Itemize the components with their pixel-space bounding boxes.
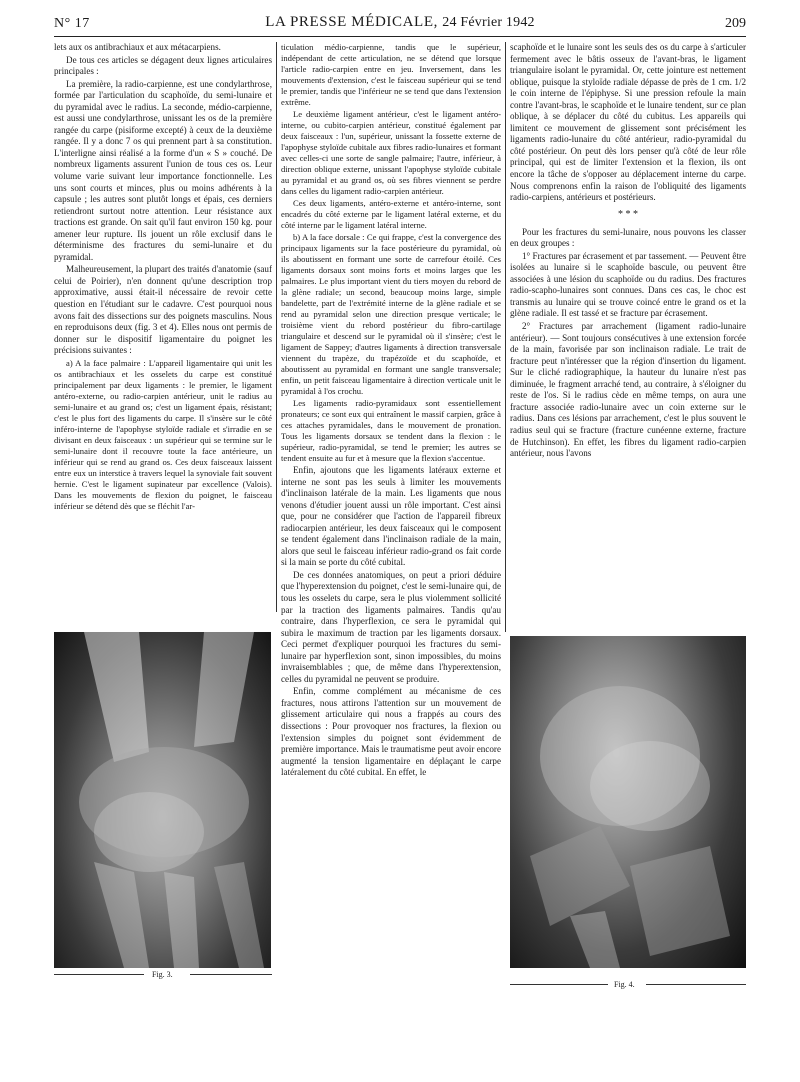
- caption-rule: [190, 974, 272, 975]
- text-column-3: [510, 42, 746, 632]
- paragraph: Pour les fractures du semi-lunaire, nous pouvons les classer en deux groupes :: [510, 226, 746, 249]
- paragraph: a) A la face palmaire : L'appareil ligamentaire qui unit les os antibrachiaux et les osselets du carpe est constitué principalement par deux ligaments : le premier, le ligament antéro-externe, ou radio-carpien antérieur, unit le radius au semi-lunaire et au grand os; c'est un ligament épais, résistant; c'est le plus fort des ligaments du carpe. Il s'insère sur le côté inféro-interne de l'apophyse styloïde radiale et s'irradie en se divisant en deux faisceaux : un supérieur qui se termine sur le semi-lunaire dont il recouvre toute la face antérieure, un inférieur qui se rend au grand os. Ces deux faisceaux laissent entre eux un interstice à travers lequel la synoviale fait souvent hernie. C'est le ligament supinateur par excellence (Valois). Dans les mouvements de flexion du poignet, le faisceau inférieur se détend dès que se fléchit l'ar-: [54, 357, 272, 511]
- paragraph: De ces données anatomiques, on peut a priori déduire que l'hyperextension du poignet, c'est le semi-lunaire qui, de tous les osselets du carpe, sera le plus violemment sollicité par la traction des ligaments palmaires. Tandis qu'au contraire, dans l'hyperflexion, ce sera le pyramidal qui subira le maximum de traction par les ligaments dorsaux. Ceci permet d'expliquer pourquoi les fractures du semi-lunaire par hyperflexion sont, sinon impossibles, du moins invraisemblables ; que, de même dans l'hyperextension, celles du pyramidal ne peuvent se produire.: [281, 569, 501, 684]
- text-column-2: [281, 42, 501, 1052]
- header-rule: [54, 36, 746, 37]
- paragraph: scaphoïde et le lunaire sont les seuls des os du carpe à s'articuler fermement avec le bâtis osseux de l'avant-bras, le ligament triangulaire isolant le pyramidal. Or, cette jointure est nettement oblique, puisque la styloïde radiale dépasse de près de 1 cm. 1/2 le coin interne de l'épiphyse. Si une pression refoule la main contre l'avant-bras, le scaphoïde et le lunaire tendent, sur ce plan oblique, à se déplacer du côté du cubitus. Les appareils qui limitent ce mouvement de glissement sont précisément les ligaments radio-lunaire du côté antérieur, radio-pyramidal du côté postérieur. On peut dès lors penser qu'à côté de leur rôle principal, qui est de limiter l'extension et la flexion, ils ont encore la tâche de s'opposer au déplacement interne du carpe. Nous comprenons enfin la raison de l'obliquité des ligaments radio-carpiens, antérieurs et postérieurs.: [510, 42, 746, 203]
- column-divider: [505, 42, 506, 632]
- figure-3-caption: Fig. 3.: [152, 970, 173, 979]
- paragraph: Le deuxième ligament antérieur, c'est le ligament antéro-interne, ou cubito-carpien antérieur, constitué également par deux faisceaux : l'un, supérieur, unissant la fossette externe de l'apophyse styloïde cubitale aux fibres radio-lunaires et formant avec celles-ci une sorte de sangle palmaire; l'autre, inférieur, à direction oblique externe, unissant l'apophyse styloïde cubitale au pyramidal et au grand os, où ses fibres viennent se perdre dans celles du ligament radio-carpien antérieur.: [281, 109, 501, 196]
- paragraph: 1° Fractures par écrasement et par tassement. — Peuvent être isolées au lunaire si le scaphoïde bascule, ou peuvent être associées à une lésion du scaphoïde ou du radius. Des fractures radio-scapho-lunaires sont connues. Dans ces cas, le choc est transmis au lunaire qui se trouve coincé entre le grand os et la glène radiale. Il est tassé et se fracture par écrasement.: [510, 250, 746, 319]
- paragraph: Enfin, comme complément au mécanisme de ces fractures, nous attirons l'attention sur un mouvement de glissement articulaire qui nous a frappés au cours des dissections : Pour provoquer nos fractures, la flexion ou l'extension simples du poignet sont évidemment de première importance. Mais le traumatisme peut avoir encore augmenté la tension ligamentaire en déplaçant le carpe latéralement du côté cubital. En effet, le: [281, 686, 501, 778]
- paragraph: La première, la radio-carpienne, est une condylarthrose, formée par l'articulation du scaphoïde, du semi-lunaire et du pyramidal avec le radius. La seconde, médio-carpienne, est aussi une condylarthrose, unissant les os de la première rangée du carpe (pisiforme excepté) à ceux de la deuxième rangée. Il y a donc 7 os qui prennent part à sa constitution. L'interligne ainsi réalisé a la forme d'un « S » couché. De nombreux ligaments assurent l'union de tous ces os. Leur volume varie suivant leur importance fonctionnelle. Les uns sont courts et minces, plus ou moins adhérents à la capsule ; les autres sont plutôt longs et épais, ces derniers retiendront surtout notre attention. Leur résistance aux tractions est grande. On sait qu'il faut environ 150 kg. pour amener leur rupture. Ils jouent un rôle exclusif dans le déterminisme des fractures du semi-lunaire et du pyramidal.: [54, 78, 272, 262]
- paragraph: Les ligaments radio-pyramidaux sont essentiellement pronateurs; ce sont eux qui entraînent le massif carpien, grâce à ces attaches pyramidales, dans le mouvement de pronation. Tous les ligaments dorsaux se tendent dans la flexion : le supérieur, radio-pyramidal, se tend le premier; les autres se tendent ensuite au fur et à mesure que la flexion s'accentue.: [281, 398, 501, 463]
- caption-rule: [646, 984, 746, 985]
- caption-rule: [54, 974, 144, 975]
- wrist-dissection-image: [510, 636, 746, 968]
- paragraph: ticulation médio-carpienne, tandis que le supérieur, indépendant de cette articulation, ne se détend que lorsque l'article radio-carpien entre en jeu. Inversement, dans les mouvements d'extension, c'est le faisceau supérieur qui se tend le premier, tandis que l'inférieur ne se tend que dans l'extension extrême.: [281, 42, 501, 107]
- section-separator: * * *: [618, 208, 638, 220]
- text-column-1: [54, 42, 272, 608]
- page-number: 209: [725, 16, 746, 31]
- figure-4-photo: [510, 636, 746, 968]
- column-divider: [276, 42, 277, 612]
- journal-name: LA PRESSE MÉDICALE,: [265, 14, 438, 30]
- paragraph: Malheureusement, la plupart des traités d'anatomie (sauf celui de Poirier), n'en donnent qu'une description trop approximative, aussi était-il nécessaire de revoir cette question en l'étudiant sur le cadavre. C'est pourquoi nous avons fait des dissections sur des poignets masculins. Nous en reproduisons deux (fig. 3 et 4). Elles nous ont permis de donner sur le dispositif ligamentaire du poignet les précisions suivantes :: [54, 264, 272, 356]
- journal-title: [54, 14, 746, 31]
- caption-rule: [510, 984, 608, 985]
- paragraph: De tous ces articles se dégagent deux lignes articulaires principales :: [54, 54, 272, 77]
- issue-date: 24 Février 1942: [442, 15, 535, 30]
- paragraph: lets aux os antibrachiaux et aux métacarpiens.: [54, 42, 221, 52]
- paragraph: Ces deux ligaments, antéro-externe et antéro-interne, sont encadrés du côté externe par le ligament latéral externe, et du côté interne par le ligament latéral interne.: [281, 198, 501, 230]
- figure-3-photo: [54, 632, 271, 968]
- figure-4-caption: Fig. 4.: [614, 980, 635, 989]
- page-header: [54, 14, 746, 36]
- paragraph: Enfin, ajoutons que les ligaments latéraux externe et interne ne sont pas les seuls à limiter les mouvements d'inclinaison latérale de la main. Les ligaments que nous venons d'étudier jouent aussi un rôle important. C'est ainsi que, pour ne considérer que l'action de l'appareil fibreux radiocarpien antérieur, les deux faisceaux qui le composent se tendent également dans l'inclinaison radiale de la main, alors que seul le faisceau inférieur radio-grand os fait corde si la main se porte du côté cubital.: [281, 465, 501, 568]
- paragraph: b) A la face dorsale : Ce qui frappe, c'est la convergence des principaux ligaments sur la face postérieure du pyramidal, où ils aboutissent en formant une sorte de carrefour étoilé. Ces ligaments dorsaux sont moins forts et moins larges que les palmaires. Le plus important vient du tiers moyen du rebord de la glène radiale; un second, beaucoup moins large, simple bandelette, part de l'extrémité interne de la glène radiale et se rend au pyramidal selon une direction presque verticale; le troisième vient du rebord postérieur du fibro-cartilage triangulaire et descend sur le pyramidal où il s'insère; c'est le ligament de Sappey; d'autres ligaments à direction transversale viennent du trapèze, du trapézoïde et du scaphoïde, et aboutissent au pyramidal en formant une sangle transversale; enfin, un petit faisceau ligamentaire à direction verticale unit le pyramidal à l'os crochu.: [281, 232, 501, 396]
- issue-number: N° 17: [54, 16, 90, 31]
- wrist-dissection-image: [54, 632, 271, 968]
- paragraph: 2° Fractures par arrachement (ligament radio-lunaire antérieur). — Sont toujours consécutives à une extension forcée de la main, favorisée par son inclinaison radiale. Le trait de fracture peut n'intéresser que la région d'insertion du ligament. Sur le cliché radiographique, la hauteur du lunaire n'est pas diminuée, le fragment arraché tend, au contraire, à s'éloigner du reste de l'os. Si le radius cède en même temps, on aura une fracture associée radio-lunaire avec un coin externe sur le radius. Dans ces lésions par arrachement, c'est le plus souvent le radius seul qui se fracture (fracture cunéenne externe, fracture de Hutchinson). En effet, les fibres du ligament radio-carpien antérieur, nous l'avons: [510, 321, 746, 459]
